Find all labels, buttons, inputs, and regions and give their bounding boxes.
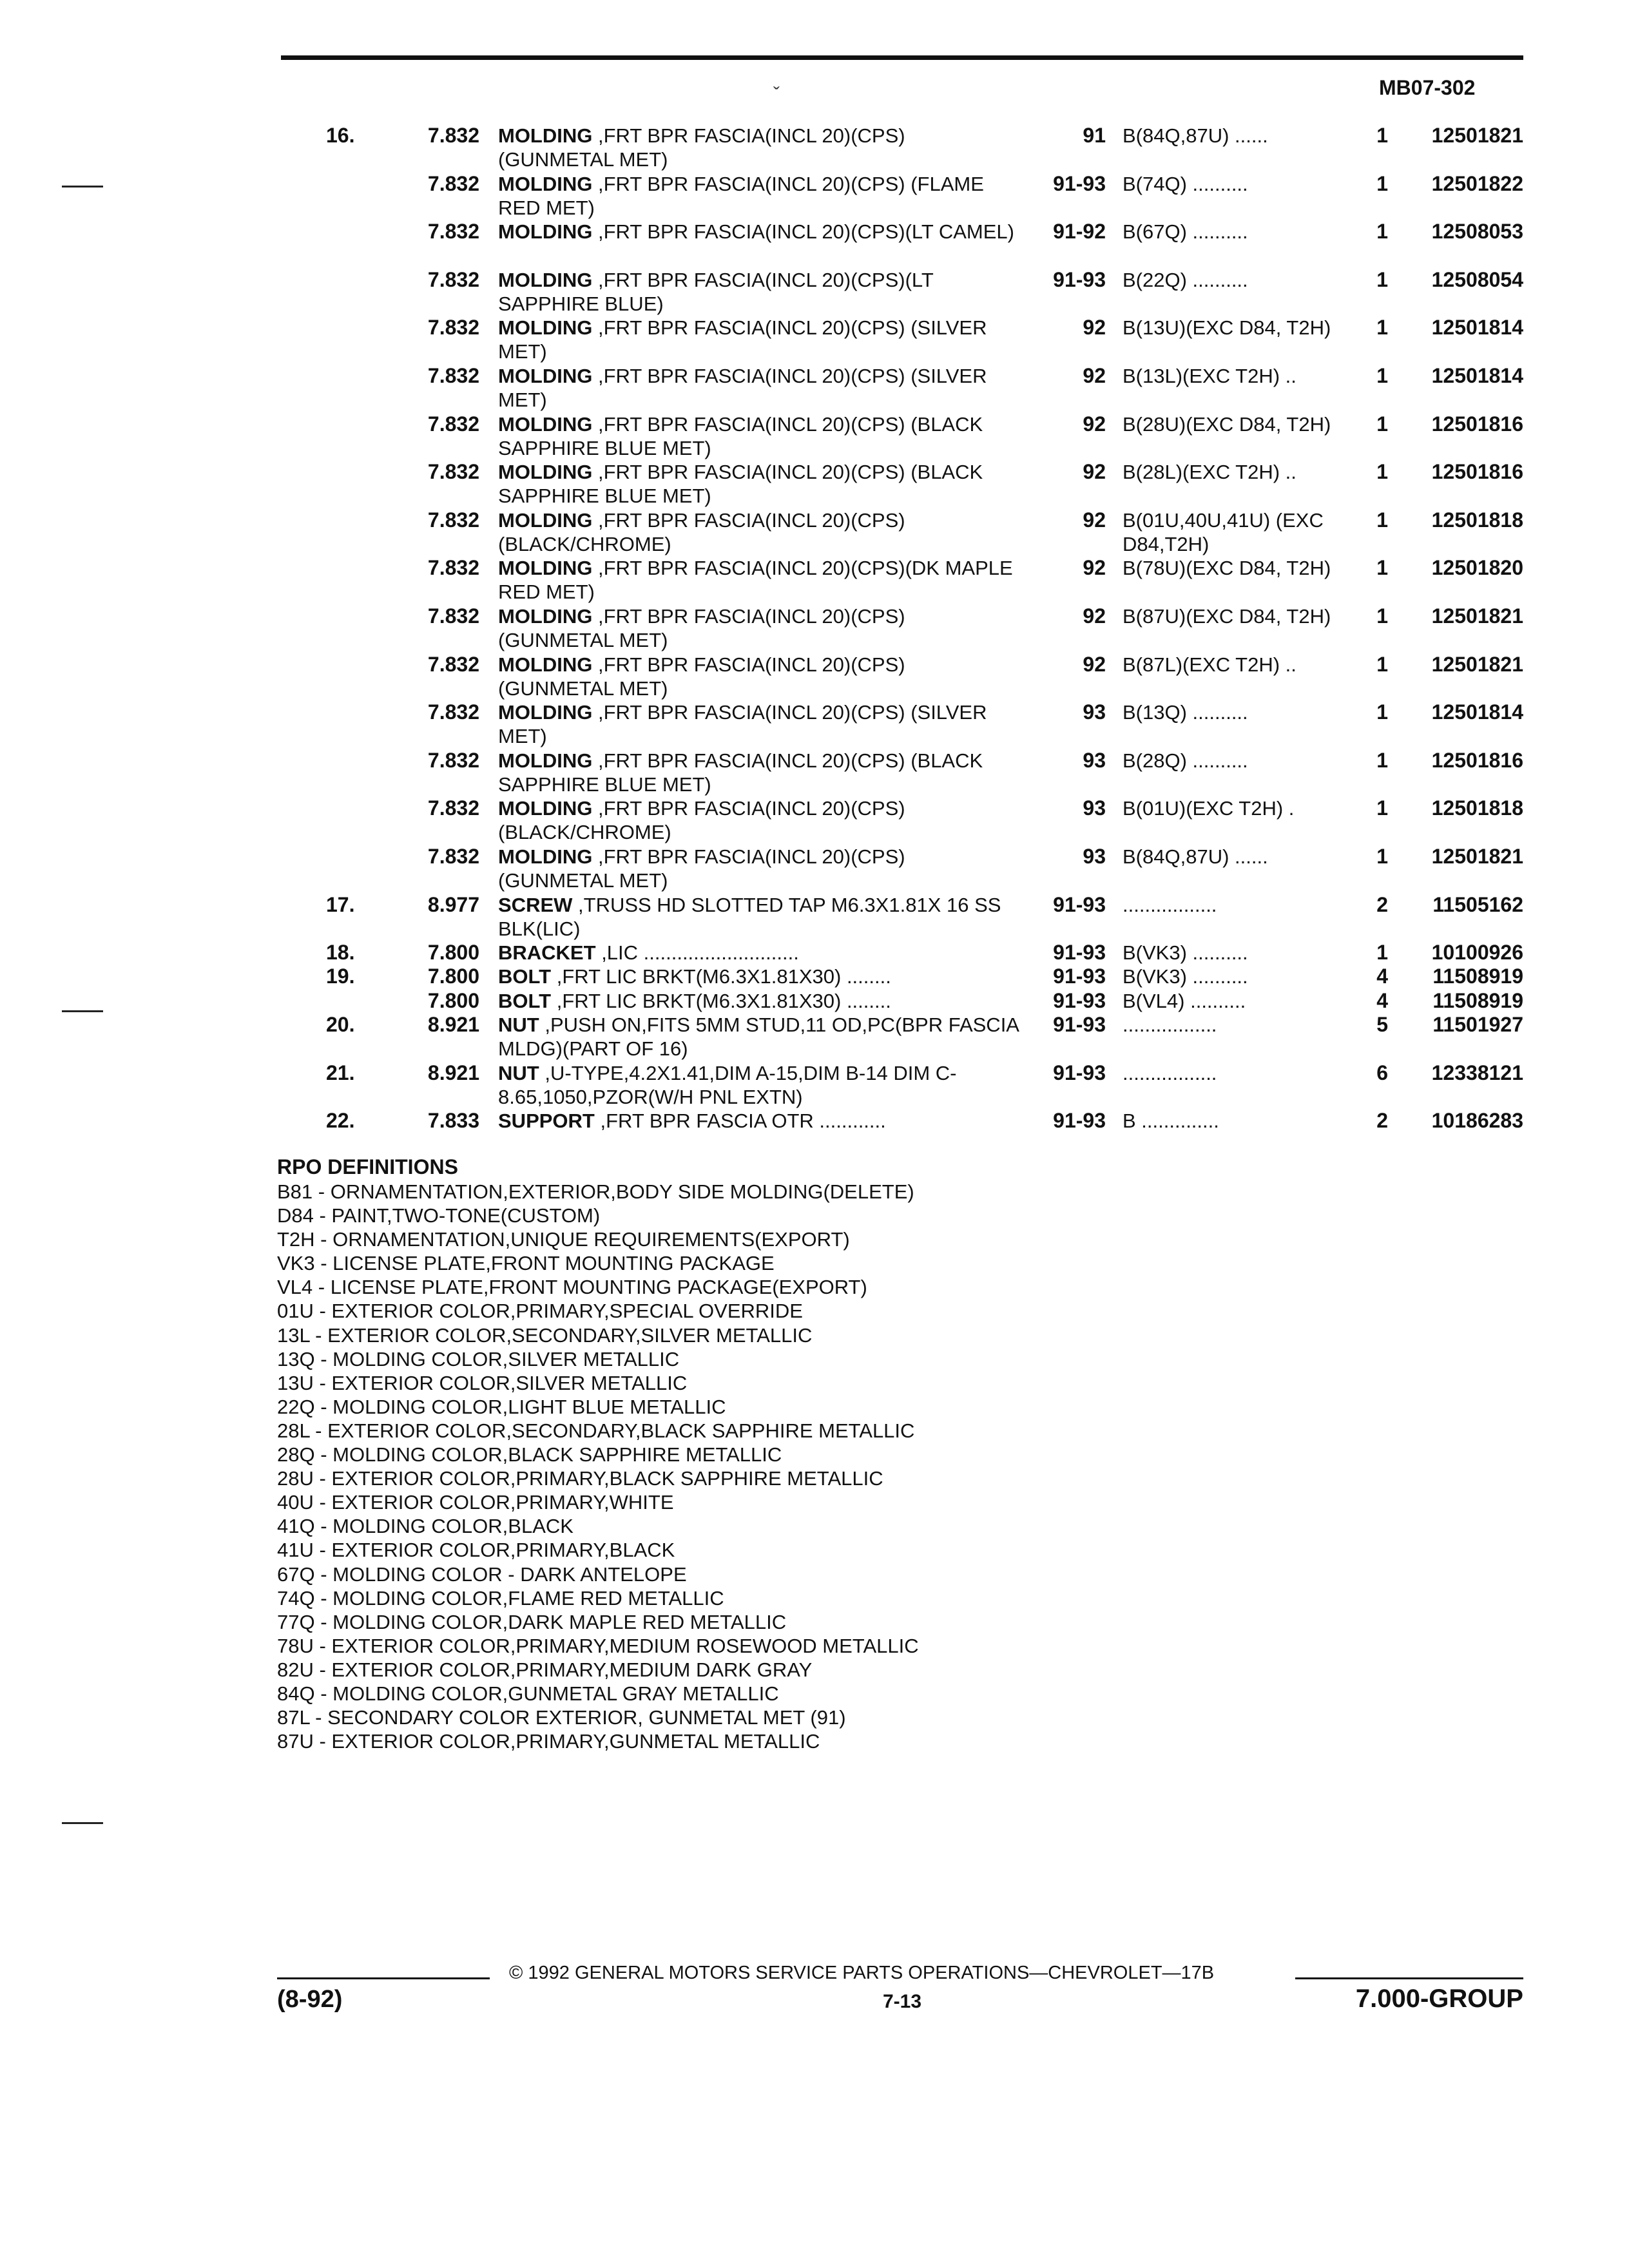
rpo-code: B(01U,40U,41U) (EXC D84,T2H) — [1123, 508, 1324, 555]
part-description — [498, 268, 1020, 316]
part-name: BRACKET — [498, 941, 596, 965]
model-year: 92 — [1083, 508, 1106, 532]
quantity: 1 — [1376, 220, 1388, 244]
part-description — [498, 556, 1020, 604]
part-row — [0, 796, 1629, 845]
part-number: 12501821 — [1431, 844, 1523, 868]
rpo-code: B(28U)(EXC D84, T2H) — [1123, 412, 1331, 436]
model-year: 93 — [1083, 796, 1106, 820]
part-number: 11501927 — [1432, 1012, 1523, 1036]
part-row — [0, 845, 1629, 893]
rpo-code: B(74Q) .......... — [1123, 172, 1248, 195]
part-name: MOLDING — [498, 172, 593, 195]
rpo-definition: 13U - EXTERIOR COLOR,SILVER METALLIC — [277, 1371, 688, 1394]
part-description — [498, 1013, 1020, 1061]
group-number: 7.800 — [427, 988, 479, 1012]
rpo-definition: 28U - EXTERIOR COLOR,PRIMARY,BLACK SAPPHIRE METALLIC — [277, 1467, 883, 1490]
rpo-definition: D84 - PAINT,TWO-TONE(CUSTOM) — [277, 1204, 601, 1227]
rpo-code: B(VK3) .......... — [1123, 941, 1248, 965]
item-number: 21. — [326, 1061, 355, 1084]
footer-rule-right — [1295, 1977, 1523, 1979]
quantity: 1 — [1376, 556, 1388, 580]
part-description — [498, 965, 1020, 988]
part-detail: ,FRT BPR FASCIA(INCL 20)(CPS) (FLAME RED MET) — [498, 172, 984, 219]
part-number: 12501822 — [1431, 171, 1523, 195]
model-year: 91-93 — [1053, 965, 1106, 988]
part-detail: ,FRT LIC BRKT(M6.3X1.81X30) ........ — [556, 965, 891, 988]
rpo-definitions-list — [277, 1180, 1437, 1753]
model-year: 91-93 — [1053, 267, 1106, 291]
part-name: MOLDING — [498, 749, 593, 772]
part-description — [498, 989, 1020, 1013]
rpo-definition: 41Q - MOLDING COLOR,BLACK — [277, 1515, 574, 1538]
part-name: SCREW — [498, 893, 573, 916]
part-name: SUPPORT — [498, 1110, 595, 1133]
quantity: 1 — [1376, 267, 1388, 291]
quantity: 1 — [1376, 363, 1388, 387]
part-number: 12501821 — [1431, 124, 1523, 147]
part-number: 12501814 — [1431, 700, 1523, 724]
rpo-definition: T2H - ORNAMENTATION,UNIQUE REQUIREMENTS(EXPORT) — [277, 1228, 850, 1251]
rpo-code: B(78U)(EXC D84, T2H) — [1123, 557, 1331, 580]
part-row — [0, 1061, 1629, 1110]
group-number: 7.832 — [427, 412, 479, 436]
part-detail: ,FRT BPR FASCIA(INCL 20)(CPS) (GUNMETAL MET) — [498, 124, 905, 171]
part-detail: ,FRT BPR FASCIA(INCL 20)(CPS) (SILVER MET) — [498, 364, 987, 411]
part-detail: ,FRT BPR FASCIA(INCL 20)(CPS) (BLACK/CHROME) — [498, 508, 905, 555]
rpo-definition: 40U - EXTERIOR COLOR,PRIMARY,WHITE — [277, 1491, 674, 1514]
rpo-code: B(VK3) .......... — [1123, 965, 1248, 988]
rpo-code: ................. — [1123, 1013, 1217, 1036]
rpo-code: B(87L)(EXC T2H) .. — [1123, 653, 1296, 676]
quantity: 1 — [1376, 844, 1388, 868]
rpo-definition: 22Q - MOLDING COLOR,LIGHT BLUE METALLIC — [277, 1395, 726, 1418]
part-row — [0, 749, 1629, 797]
part-description — [498, 124, 1020, 171]
part-detail: ,FRT LIC BRKT(M6.3X1.81X30) ........ — [556, 989, 891, 1012]
rpo-code: B(87U)(EXC D84, T2H) — [1123, 604, 1331, 628]
part-detail: ,FRT BPR FASCIA(INCL 20)(CPS) (BLACK/CHROME) — [498, 797, 905, 844]
group-number: 7.832 — [427, 844, 479, 868]
part-description — [498, 412, 1020, 460]
rpo-definition: 77Q - MOLDING COLOR,DARK MAPLE RED METALLIC — [277, 1610, 787, 1633]
group-number: 7.832 — [427, 363, 479, 387]
group-number: 8.921 — [427, 1061, 479, 1084]
rpo-definition: 41U - EXTERIOR COLOR,PRIMARY,BLACK — [277, 1539, 675, 1562]
part-number: 12508054 — [1431, 267, 1523, 291]
part-description — [498, 364, 1020, 412]
part-row — [0, 268, 1629, 316]
part-row — [0, 653, 1629, 701]
header-rule — [281, 55, 1523, 60]
part-description — [498, 796, 1020, 844]
model-year: 91-93 — [1053, 988, 1106, 1012]
part-name: MOLDING — [498, 461, 593, 484]
rpo-definition: 87L - SECONDARY COLOR EXTERIOR, GUNMETAL MET (91) — [277, 1706, 846, 1729]
quantity: 1 — [1376, 748, 1388, 772]
part-description — [498, 316, 1020, 363]
group-number: 7.832 — [427, 124, 479, 147]
part-detail: ,FRT BPR FASCIA(INCL 20)(CPS)(DK MAPLE RED MET) — [498, 557, 1013, 604]
rpo-code: B(22Q) .......... — [1123, 268, 1248, 291]
part-detail: ,FRT BPR FASCIA(INCL 20)(CPS) (GUNMETAL MET) — [498, 845, 905, 892]
quantity: 2 — [1376, 1109, 1388, 1133]
part-detail: ,LIC ............................ — [601, 941, 799, 965]
group-number: 7.832 — [427, 604, 479, 628]
part-row — [0, 989, 1629, 1013]
part-description — [498, 460, 1020, 508]
part-description — [498, 1109, 1020, 1133]
rpo-code: B(13Q) .......... — [1123, 701, 1248, 724]
rpo-definition: 78U - EXTERIOR COLOR,PRIMARY,MEDIUM ROSEWOOD METALLIC — [277, 1634, 919, 1657]
rpo-code: ................. — [1123, 893, 1217, 916]
parts-list — [0, 124, 1629, 1133]
part-name: MOLDING — [498, 653, 593, 676]
part-description — [498, 172, 1020, 220]
quantity: 1 — [1376, 941, 1388, 965]
rpo-code: B(01U)(EXC T2H) . — [1123, 797, 1295, 820]
quantity: 2 — [1376, 892, 1388, 916]
rpo-definition: 13Q - MOLDING COLOR,SILVER METALLIC — [277, 1347, 680, 1370]
part-description — [498, 893, 1020, 941]
part-name: BOLT — [498, 965, 552, 988]
part-row — [0, 412, 1629, 461]
part-name: MOLDING — [498, 701, 593, 724]
rpo-code: B(VL4) .......... — [1123, 989, 1246, 1012]
quantity: 5 — [1376, 1012, 1388, 1036]
part-row — [0, 893, 1629, 941]
part-name: NUT — [498, 1013, 539, 1036]
group-number: 7.832 — [427, 460, 479, 484]
model-year: 92 — [1083, 604, 1106, 628]
group-number: 7.832 — [427, 508, 479, 532]
part-number: 12501821 — [1431, 604, 1523, 628]
part-detail: ,FRT BPR FASCIA(INCL 20)(CPS) (GUNMETAL MET) — [498, 653, 905, 700]
part-name: BOLT — [498, 989, 552, 1012]
part-row — [0, 941, 1629, 965]
quantity: 4 — [1376, 988, 1388, 1012]
quantity: 1 — [1376, 460, 1388, 484]
model-year: 91-92 — [1053, 220, 1106, 244]
rpo-definition: VL4 - LICENSE PLATE,FRONT MOUNTING PACKAGE(EXPORT) — [277, 1276, 867, 1299]
group-number: 7.832 — [427, 316, 479, 340]
group-number: 7.832 — [427, 652, 479, 676]
part-row — [0, 604, 1629, 653]
part-name: MOLDING — [498, 604, 593, 628]
part-name: MOLDING — [498, 557, 593, 580]
part-name: NUT — [498, 1061, 539, 1084]
part-row — [0, 316, 1629, 364]
part-description — [498, 700, 1020, 748]
quantity: 6 — [1376, 1061, 1388, 1084]
rpo-code: B .............. — [1123, 1110, 1219, 1133]
part-detail: ,FRT BPR FASCIA(INCL 20)(CPS) (BLACK SAPPHIRE BLUE MET) — [498, 461, 983, 508]
part-number: 12501816 — [1431, 748, 1523, 772]
rpo-code: B(28Q) .......... — [1123, 749, 1248, 772]
part-name: MOLDING — [498, 508, 593, 532]
part-description — [498, 1061, 1020, 1109]
group-number: 7.832 — [427, 171, 479, 195]
part-detail: ,FRT BPR FASCIA(INCL 20)(CPS) (SILVER MET) — [498, 701, 987, 748]
quantity: 1 — [1376, 796, 1388, 820]
footer-date: (8-92) — [277, 1986, 343, 2013]
rpo-code: B(13L)(EXC T2H) .. — [1123, 364, 1296, 387]
item-number: 19. — [326, 965, 355, 988]
model-year: 92 — [1083, 316, 1106, 340]
part-row — [0, 556, 1629, 604]
part-number: 11508919 — [1432, 965, 1523, 988]
part-detail: ,TRUSS HD SLOTTED TAP M6.3X1.81X 16 SS BLK(LIC) — [498, 893, 1001, 940]
rpo-definition: 28Q - MOLDING COLOR,BLACK SAPPHIRE METALLIC — [277, 1443, 782, 1466]
part-row — [0, 220, 1629, 268]
part-row — [0, 700, 1629, 749]
group-number: 8.921 — [427, 1012, 479, 1036]
part-detail: ,U-TYPE,4.2X1.41,DIM A-15,DIM B-14 DIM C-8.65,1050,PZOR(W/H PNL EXTN) — [498, 1061, 957, 1108]
part-description — [498, 941, 1020, 965]
rpo-code: B(84Q,87U) ...... — [1123, 845, 1268, 868]
model-year: 91-93 — [1053, 892, 1106, 916]
model-year: 93 — [1083, 700, 1106, 724]
group-number: 8.977 — [427, 892, 479, 916]
quantity: 1 — [1376, 700, 1388, 724]
part-detail: ,FRT BPR FASCIA(INCL 20)(CPS) (SILVER MET) — [498, 316, 987, 363]
part-detail: ,FRT BPR FASCIA OTR ............ — [600, 1110, 886, 1133]
part-description — [498, 653, 1020, 700]
part-row — [0, 508, 1629, 557]
rpo-code: B(13U)(EXC D84, T2H) — [1123, 316, 1331, 340]
group-number: 7.832 — [427, 796, 479, 820]
rpo-definition: 01U - EXTERIOR COLOR,PRIMARY,SPECIAL OVERRIDE — [277, 1300, 803, 1323]
rpo-definition: 87U - EXTERIOR COLOR,PRIMARY,GUNMETAL METALLIC — [277, 1730, 820, 1753]
part-row — [0, 172, 1629, 220]
rpo-definition: 67Q - MOLDING COLOR - DARK ANTELOPE — [277, 1562, 687, 1586]
part-number: 10186283 — [1431, 1109, 1523, 1133]
model-year: 91-93 — [1053, 1109, 1106, 1133]
model-year: 91-93 — [1053, 171, 1106, 195]
part-number: 10100926 — [1431, 941, 1523, 965]
rpo-definition: 13L - EXTERIOR COLOR,SECONDARY,SILVER METALLIC — [277, 1323, 813, 1347]
item-number: 20. — [326, 1012, 355, 1036]
part-description — [498, 220, 1020, 244]
model-year: 93 — [1083, 748, 1106, 772]
tick-mark: ˇ — [773, 84, 780, 105]
part-name: MOLDING — [498, 845, 593, 868]
part-description — [498, 604, 1020, 652]
rpo-definition: 74Q - MOLDING COLOR,FLAME RED METALLIC — [277, 1586, 724, 1610]
rpo-definition: 28L - EXTERIOR COLOR,SECONDARY,BLACK SAPPHIRE METALLIC — [277, 1419, 915, 1442]
part-number: 11508919 — [1432, 988, 1523, 1012]
model-year: 93 — [1083, 844, 1106, 868]
quantity: 1 — [1376, 604, 1388, 628]
group-number: 7.832 — [427, 220, 479, 244]
part-number: 12501816 — [1431, 460, 1523, 484]
part-name: MOLDING — [498, 316, 593, 340]
quantity: 1 — [1376, 124, 1388, 147]
item-number: 16. — [326, 124, 355, 147]
part-row — [0, 460, 1629, 508]
model-year: 92 — [1083, 460, 1106, 484]
part-description — [498, 845, 1020, 892]
group-number: 7.832 — [427, 748, 479, 772]
rpo-code: B(84Q,87U) ...... — [1123, 124, 1268, 147]
part-number: 12501814 — [1431, 363, 1523, 387]
model-year: 92 — [1083, 363, 1106, 387]
part-detail: ,FRT BPR FASCIA(INCL 20)(CPS)(LT CAMEL) — [598, 220, 1014, 244]
rpo-definition: VK3 - LICENSE PLATE,FRONT MOUNTING PACKAGE — [277, 1252, 775, 1275]
footer-group: 7.000-GROUP — [1355, 1984, 1523, 2013]
part-number: 12501816 — [1431, 412, 1523, 436]
group-number: 7.832 — [427, 700, 479, 724]
part-name: MOLDING — [498, 268, 593, 291]
part-number: 12501814 — [1431, 316, 1523, 340]
group-number: 7.800 — [427, 965, 479, 988]
part-detail: ,FRT BPR FASCIA(INCL 20)(CPS) (BLACK SAPPHIRE BLUE MET) — [498, 412, 983, 459]
model-year: 91 — [1083, 124, 1106, 147]
part-row — [0, 965, 1629, 988]
group-number: 7.800 — [427, 941, 479, 965]
part-row — [0, 1013, 1629, 1061]
model-year: 92 — [1083, 556, 1106, 580]
footer-rule-left — [277, 1977, 490, 1979]
item-number: 22. — [326, 1109, 355, 1133]
group-number: 7.832 — [427, 556, 479, 580]
part-description — [498, 749, 1020, 796]
rpo-definition: 84Q - MOLDING COLOR,GUNMETAL GRAY METALLIC — [277, 1682, 779, 1705]
part-detail: ,PUSH ON,FITS 5MM STUD,11 OD,PC(BPR FASCIA MLDG)(PART OF 16) — [498, 1013, 1019, 1060]
model-year: 91-93 — [1053, 941, 1106, 965]
part-number: 12338121 — [1431, 1061, 1523, 1084]
margin-mark — [62, 1822, 103, 1824]
part-name: MOLDING — [498, 364, 593, 387]
part-number: 12501818 — [1431, 508, 1523, 532]
rpo-code: B(67Q) .......... — [1123, 220, 1248, 244]
part-detail: ,FRT BPR FASCIA(INCL 20)(CPS) (GUNMETAL MET) — [498, 604, 905, 651]
part-name: MOLDING — [498, 412, 593, 436]
part-number: 12508053 — [1431, 220, 1523, 244]
quantity: 4 — [1376, 965, 1388, 988]
rpo-code: ................. — [1123, 1061, 1217, 1084]
part-row — [0, 124, 1629, 172]
part-name: MOLDING — [498, 797, 593, 820]
part-number: 11505162 — [1432, 892, 1523, 916]
page-number: 7-13 — [882, 1991, 922, 2012]
quantity: 1 — [1376, 171, 1388, 195]
group-number: 7.832 — [427, 267, 479, 291]
part-row — [0, 1109, 1629, 1133]
rpo-definitions-title: RPO DEFINITIONS — [277, 1155, 458, 1178]
rpo-definition: B81 - ORNAMENTATION,EXTERIOR,BODY SIDE MOLDING(DELETE) — [277, 1180, 914, 1203]
quantity: 1 — [1376, 508, 1388, 532]
part-row — [0, 364, 1629, 412]
page-code: MB07-302 — [1379, 76, 1476, 99]
part-number: 12501818 — [1431, 796, 1523, 820]
group-number: 7.833 — [427, 1109, 479, 1133]
model-year: 91-93 — [1053, 1061, 1106, 1084]
quantity: 1 — [1376, 316, 1388, 340]
model-year: 92 — [1083, 652, 1106, 676]
model-year: 92 — [1083, 412, 1106, 436]
rpo-code: B(28L)(EXC T2H) .. — [1123, 461, 1296, 484]
part-name: MOLDING — [498, 124, 593, 147]
part-description — [498, 508, 1020, 556]
quantity: 1 — [1376, 412, 1388, 436]
part-number: 12501820 — [1431, 556, 1523, 580]
model-year: 91-93 — [1053, 1012, 1106, 1036]
part-detail: ,FRT BPR FASCIA(INCL 20)(CPS)(LT SAPPHIRE BLUE) — [498, 268, 934, 315]
item-number: 18. — [326, 941, 355, 965]
part-detail: ,FRT BPR FASCIA(INCL 20)(CPS) (BLACK SAPPHIRE BLUE MET) — [498, 749, 983, 796]
quantity: 1 — [1376, 652, 1388, 676]
part-name: MOLDING — [498, 220, 593, 244]
part-number: 12501821 — [1431, 652, 1523, 676]
item-number: 17. — [326, 892, 355, 916]
copyright-line: © 1992 GENERAL MOTORS SERVICE PARTS OPERATIONS—CHEVROLET—17B — [509, 1963, 1215, 1983]
rpo-definition: 82U - EXTERIOR COLOR,PRIMARY,MEDIUM DARK GRAY — [277, 1658, 813, 1681]
